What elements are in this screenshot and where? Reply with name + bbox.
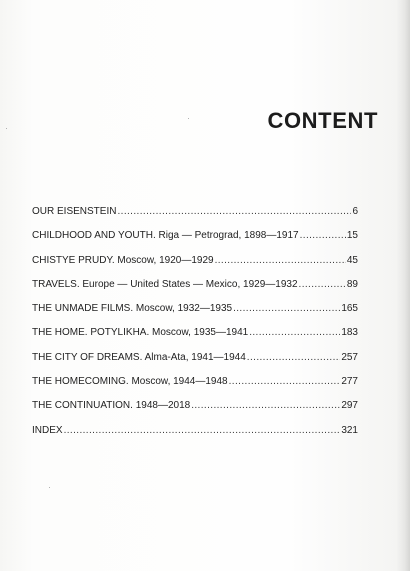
paper-speck xyxy=(49,487,50,488)
toc-entry-title: THE HOMECOMING. Moscow, 1944—1948 xyxy=(32,376,228,388)
dot-leader xyxy=(191,400,340,412)
paper-speck xyxy=(6,128,7,129)
toc-entry-title: TRAVELS. Europe — United States — Mexico, 1929—1932 xyxy=(32,278,298,290)
toc-entry xyxy=(32,376,358,400)
toc-entry-page: 6 xyxy=(352,206,358,217)
dot-leader xyxy=(247,352,341,364)
toc-entry-title: OUR EISENSTEIN xyxy=(32,206,117,217)
toc-entry-title: CHISTYE PRUDY. Moscow, 1920—1929 xyxy=(32,254,214,266)
toc-entry xyxy=(32,206,358,230)
toc-entry-title: CHILDHOOD AND YOUTH. Riga — Petrograd, 1898—1917 xyxy=(32,230,299,242)
dot-leader xyxy=(299,279,346,291)
toc-entry-page: 297 xyxy=(341,400,358,412)
dot-leader xyxy=(249,327,340,339)
toc-entry xyxy=(32,230,358,254)
toc-entry xyxy=(32,303,358,327)
toc-entry xyxy=(32,352,358,376)
toc-entry xyxy=(32,425,358,449)
toc-entry-title: THE UNMADE FILMS. Moscow, 1932—1935 xyxy=(32,303,233,315)
toc-entry-title: THE CONTINUATION. 1948—2018 xyxy=(32,400,191,412)
paper-speck xyxy=(188,118,189,119)
dot-leader xyxy=(300,230,346,242)
dot-leader xyxy=(215,255,346,267)
dot-leader xyxy=(233,303,340,315)
toc-entry-page: 321 xyxy=(341,424,358,436)
contents-heading: CONTENT xyxy=(267,108,378,133)
dot-leader xyxy=(64,425,341,437)
toc-entry-title: THE CITY OF DREAMS. Alma-Ata, 1941—1944 xyxy=(32,351,246,363)
toc-entry xyxy=(32,279,358,303)
toc-entry-page: 15 xyxy=(346,230,358,242)
dot-leader xyxy=(117,206,351,218)
toc-entry-page: 165 xyxy=(341,303,358,315)
toc-entry xyxy=(32,327,358,351)
toc-entry-page: 183 xyxy=(341,327,358,339)
table-of-contents xyxy=(32,206,358,449)
dot-leader xyxy=(229,376,341,388)
toc-entry-title: INDEX xyxy=(32,424,63,436)
toc-entry xyxy=(32,255,358,279)
toc-entry-page: 277 xyxy=(341,376,358,388)
toc-entry-title: THE HOME. POTYLIKHA. Moscow, 1935—1941 xyxy=(32,327,249,339)
toc-entry xyxy=(32,400,358,424)
toc-entry-page: 45 xyxy=(346,254,358,266)
toc-entry-page: 257 xyxy=(341,351,358,363)
toc-entry-page: 89 xyxy=(346,278,358,290)
page-edge-shadow xyxy=(396,0,410,571)
